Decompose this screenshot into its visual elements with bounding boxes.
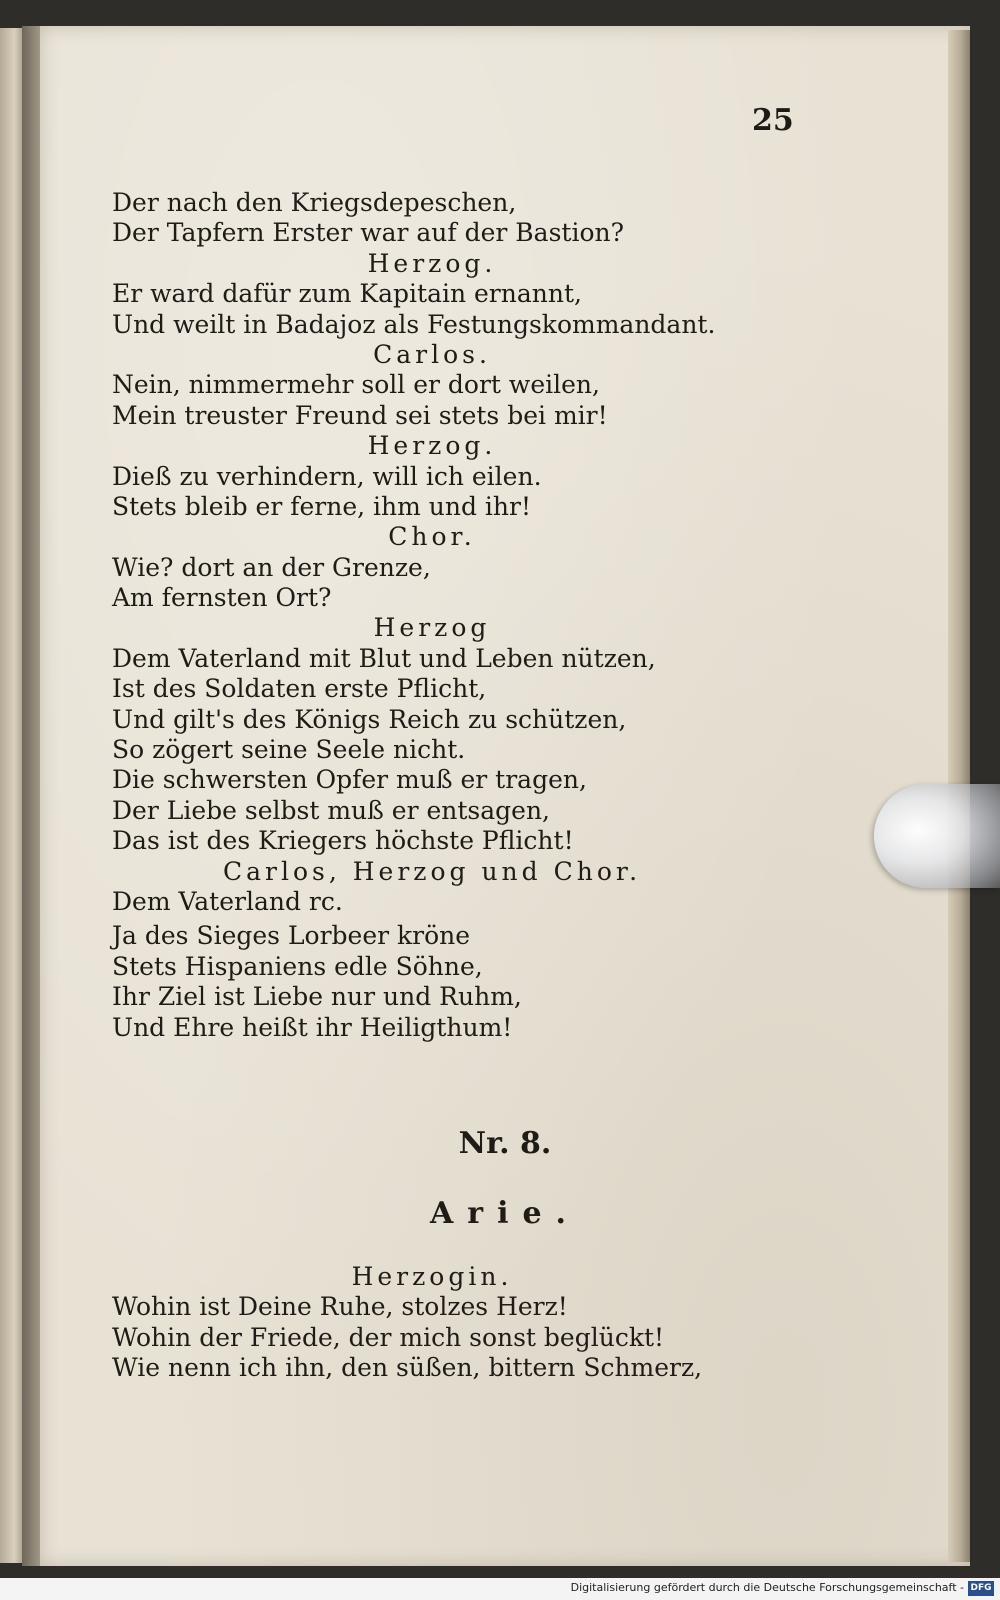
- verse-line: Ihr Ziel ist Liebe nur und Ruhm,: [112, 982, 522, 1012]
- verse-line: Die schwersten Opfer muß er tragen,: [112, 765, 587, 795]
- page-number: 25: [752, 103, 794, 138]
- show-through-text: [725, 175, 945, 1355]
- verse-line: Das ist des Kriegers höchste Pflicht!: [112, 826, 574, 856]
- verse-line: Wohin der Friede, der mich sonst beglückt!: [112, 1322, 665, 1352]
- verse-line: Ja des Sieges Lorbeer kröne: [112, 921, 471, 951]
- verse-line: Mein treuster Freund sei stets bei mir!: [112, 400, 608, 430]
- verse-line: Dem Vaterland rc.: [112, 886, 343, 916]
- footer-bar: [0, 1578, 1000, 1600]
- number-heading: Nr. 8.: [458, 1126, 552, 1161]
- verse-line: Dem Vaterland mit Blut und Leben nützen,: [112, 643, 656, 673]
- verse-line: Der nach den Kriegsdepeschen,: [112, 188, 517, 217]
- verse-line: Der Tapfern Erster war auf der Bastion?: [112, 218, 624, 248]
- verse-line: Er ward dafür zum Kapitain ernannt,: [112, 279, 582, 309]
- speaker-name: Herzog.: [367, 248, 497, 278]
- aria-heading: Arie.: [429, 1196, 580, 1231]
- verse-line: Und weilt in Badajoz als Festungskommandant.: [112, 309, 716, 339]
- speaker-name: Chor.: [388, 522, 476, 552]
- speaker-name: Herzog: [373, 613, 491, 643]
- verse-line: Dieß zu verhindern, will ich eilen.: [112, 461, 542, 491]
- footer-credit: Digitalisierung gefördert durch die Deutsche Forschungsgemeinschaft -: [570, 1581, 964, 1594]
- verse-line: Am fernsten Ort?: [112, 583, 332, 613]
- verse-line: Und gilt's des Königs Reich zu schützen,: [112, 704, 627, 734]
- verse-line: Nein, nimmermehr soll er dort weilen,: [112, 370, 600, 400]
- verse-line: Und Ehre heißt ihr Heiligthum!: [112, 1012, 513, 1042]
- verse-line: Ist des Soldaten erste Pflicht,: [112, 674, 487, 704]
- speaker-name: Herzog.: [367, 431, 497, 461]
- speaker-name: Carlos, Herzog und Chor.: [222, 856, 642, 886]
- previous-page-edge: [0, 28, 24, 1563]
- verse-line: Wohin ist Deine Ruhe, stolzes Herz!: [112, 1292, 568, 1322]
- verse-line: Wie nenn ich ihn, den süßen, bittern Schmerz,: [112, 1353, 703, 1383]
- speaker-name: Herzogin.: [351, 1262, 513, 1291]
- verse-block-2: [112, 1262, 752, 1384]
- speaker-name: Carlos.: [373, 339, 491, 369]
- dfg-logo: DFG: [968, 1581, 994, 1596]
- verse-line: So zögert seine Seele nicht.: [112, 735, 466, 765]
- verse-line: Stets Hispaniens edle Söhne,: [112, 951, 483, 981]
- verse-line: Stets bleib er ferne, ihm und ihr!: [112, 491, 532, 521]
- verse-block-1: [112, 188, 752, 1043]
- verse-line: Wie? dort an der Grenze,: [112, 552, 431, 582]
- verse-line: Der Liebe selbst muß er entsagen,: [112, 795, 550, 825]
- page-clip-holder: [874, 784, 1000, 888]
